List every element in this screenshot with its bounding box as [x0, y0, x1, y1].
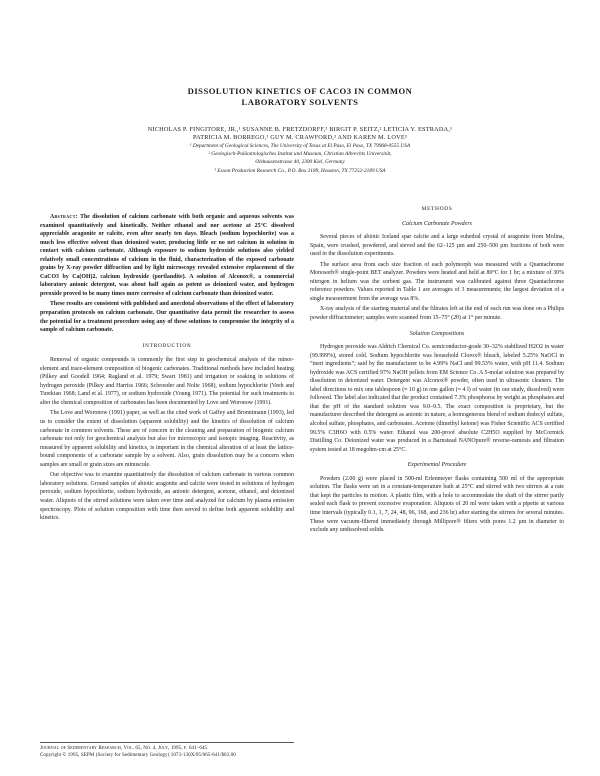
footer-rule — [40, 742, 294, 743]
journal-citation: Journal of Sedimentary Research, Vol. 65, No. 4, July, 1995, p. 641–645 — [40, 746, 208, 751]
methods-paragraph: Powders (2.00 g) were placed in 500-ml Erlenmeyer flasks containing 500 ml of the appropriate solution. The flasks were set in a constant-temperature bath at 25°C and stirred with two stirrers at a rate that kept the particles in motion. A plastic film, with a hole to accommodate the shaft of the stirrer partly sealed each flask to prevent excessive evaporation. Aliquots of 20 ml were taken with a pipette at various time intervals (typically 0.1, 1, 7, 24, 48, 96, 168, and 236 hr) after starting the stirrers for several minutes. These were vacuum-filtered immediately through Millipore® filters with pores 1.2 µm in diameter to exclude any undissolved solids. — [310, 475, 564, 534]
methods-paragraph: The surface area from each size fraction of each polymorph was measured with a Quantachrome Monosorb® single-point BET analyzer. Powders were heated and held at 80°C for 1 hr; a mixture of 30% nitrogen in helium was the sorbent gas. The instrument was calibrated against three Quantachrome reference powders. Values reported in Table 1 are averages of 3 measurements; the largest deviation of a single measurement from the average was 8%. — [310, 261, 564, 302]
section-heading-methods: METHODS — [421, 206, 453, 212]
affiliation-line: ¹ Department of Geological Sciences, The University of Texas at El Paso, El Paso, TX 79968-0555 USA — [189, 143, 411, 149]
subsection-heading: Solution Compositions — [409, 330, 465, 337]
affiliations — [80, 142, 520, 175]
copyright-line: Copyright © 1995, SEPM (Society for Sedimentary Geology) 1073-130X/95/065-641/$03.00 — [40, 753, 236, 758]
affiliation-line: ² Geologisch-Paläontologisches Institut und Museum, Christian Albrechts Universität, — [208, 151, 392, 158]
affiliation-line: ³ Exxon Production Research Co., P.O. Box 2189, Houston, TX 77252-2189 USA — [214, 167, 386, 174]
abstract-paragraph — [40, 213, 294, 298]
intro-paragraph: The Love and Woronow (1991) paper, as well as the cited work of Gaffey and Bronnimann (1993), led us to consider the extent of dissolution (apparent solubility) and the kinetics of dissolution of calcium carbonate in common solvents. These are of concern in the cleaning and preparation of biogenic calcium carbonate not only for geochemical analysis but also for microscopic and isotopic imaging. Reactivity, as measured by apparent solubility and kinetics, is important in the chemical alteration of at least the lattice-bound components of a carbonate sample by a solvent. Also, grain dissolution may be a concern when samples are small or grain sizes are minuscule. — [40, 410, 294, 468]
author-list — [40, 126, 560, 143]
affiliation-line: Olshausenstrasse 40, 2300 Kiel, Germany — [255, 159, 345, 166]
title-line: LABORATORY SOLVENTS — [241, 97, 359, 107]
author-line: PATRICIA M. BORREGO,¹ GUY M. CRAWFORD,³ AND KAREN M. LOVE³ — [193, 134, 407, 142]
abstract-paragraph: These results are consistent with published and anecdotal observations of the effect of laboratory preparation protocols on calcium carbonate. Our quantitative data permit the researcher to assess the potential for a treatment procedure using any of these solutions to compromise the integrity of a sample of calcium carbonate. — [40, 301, 294, 334]
intro-paragraph: Our objective was to examine quantitatively the dissolution of calcium carbonate in various common laboratory solutions. Ground samples of abiotic aragonite and calcite were tested in solutions of hydrogen peroxide, sodium hypochlorite, sodium hydroxide, an anionic detergent, acetone, ethanol, and deionized water. Aliquots of the stirred solutions were taken over time and analyzed for calcium by plasma emission spectroscopy. Plots of solution composition with time then served to define both apparent solubility and kinetics. — [40, 472, 294, 522]
intro-paragraph: Removal of organic compounds is commonly the first step in geochemical analysis of the minor-element and trace-element composition of biogenic carbonates. Traditional methods have included heating (Pilkey and Goodell 1964; Ragland et al. 1979; Swart 1981) and irrigation or soaking in solutions of hydrogen peroxide (Pilkey and Harriss 1966; Schroeder and Nolte 1968), sodium hypochlorite (Veeh and Turekian 1968; Land et al. 1977), or sodium hydroxide (Young 1971). The potential for such treatments to alter the chemical composition of carbonates has been documented by Love and Woronow (1991). — [40, 357, 294, 406]
abstract-label: Abstract: — [50, 214, 78, 220]
abstract-text: The dissolution of calcium carbonate with both organic and aqueous solvents was examined quantitatively and kinetically. Neither ethanol and nor acetone at 25°C dissolved appreciable aragonite or calcite, even after nearly ten days. Bleach (sodium hypochlorite) was a much less effective solvent than deionized water, producing little or no net calcium in solution in contact with calcium carbonate. Although exposure to sodium hydroxide solutions also yielded relatively small concentrations of calcium in the fluid, characterization of the exposed carbonate grains by X-ray powder diffraction and by light microscopy revealed extensive replacement of the CaCO3 by Ca(OH)2, calcium hydroxide (portlandite). A solution of Alconox®, a commercial laboratory anionic detergent, was about half again as potent as deionized water, and hydrogen peroxide proved to be many times more corrosive of calcium carbonate than deionized water. — [40, 214, 294, 297]
section-heading-introduction: INTRODUCTION — [142, 342, 192, 349]
author-line: NICHOLAS P. FINGITORE, JR.,¹ SUSANNE B. FRETZDORFF,² BIRGIT P. SEITZ,² LETICIA Y. ESTRADA,¹ — [147, 126, 453, 133]
article-title — [60, 86, 540, 108]
left-column — [40, 213, 294, 525]
title-line: DISSOLUTION KINETICS OF CACO3 IN COMMON — [187, 86, 413, 96]
subsection-heading: Experimental Procedure — [407, 462, 467, 469]
methods-paragraph: X-ray analysis of the starting material and the filtrates left at the end of each run was done on a Philips powder diffractometer; samples were scanned from 15–75° (2θ) at 1° per minute. — [310, 306, 564, 322]
methods-paragraph: Several pieces of abiotic Iceland spar calcite and a large euhedral crystal of aragonite from Molina, Spain, were crushed, powdered, and sieved and the 62–125 µm and 250–500 µm fractions of both were used in the dissolution experiments. — [310, 234, 564, 258]
journal-footer — [40, 745, 300, 759]
methods-paragraph: Hydrogen peroxide was Aldrich Chemical Co. semiconductor-grade 30–32% stabilized H2O2 in water (99.999%), stored cold. Sodium hypochlorite was household Clorox® bleach, labeled 5.25% NaOCl in “inert ingredients”; said by the manufacturer to be 4.99% NaCl and 99.53% water, with pH 11.4. Sodium hydroxide was ACS certified 97% NaOH pellets from EM Science Co. A 5-molar solution was prepared by dissolution in deionized water. Detergent was Alconox® powder, often used in ultrasonic cleaners. The label directions to mix one tablespoon (≈ 10 g) in one gallon (≈ 4 l) of water (in our study, dissolved) were followed. The label also indicated that the product contained 7.3% phosphorus by weight as phosphates and that the pH of the standard solution was 9.0–9.5. The exact composition is proprietary, but the manufacturer described the detergent as anionic in nature, a homogeneous blend of sodium dodecyl sulfate, alcohol sulfate, phosphates, and carbonates. Acetone (dimethyl ketone) was Fisher Scientific ACS certified 99.5% C3H6O with 0.5% water. Ethanol was 200-proof absolute C2H5O supplied by McCormick Distilling Co. Deionized water was produced in a Barnstead NANOpure® reverse-osmosis and filtration system tested at 18 megohm-cm at 25°C. — [310, 344, 564, 453]
right-column — [310, 205, 564, 537]
subsection-heading: Calcium Carbonate Powders — [402, 220, 472, 227]
